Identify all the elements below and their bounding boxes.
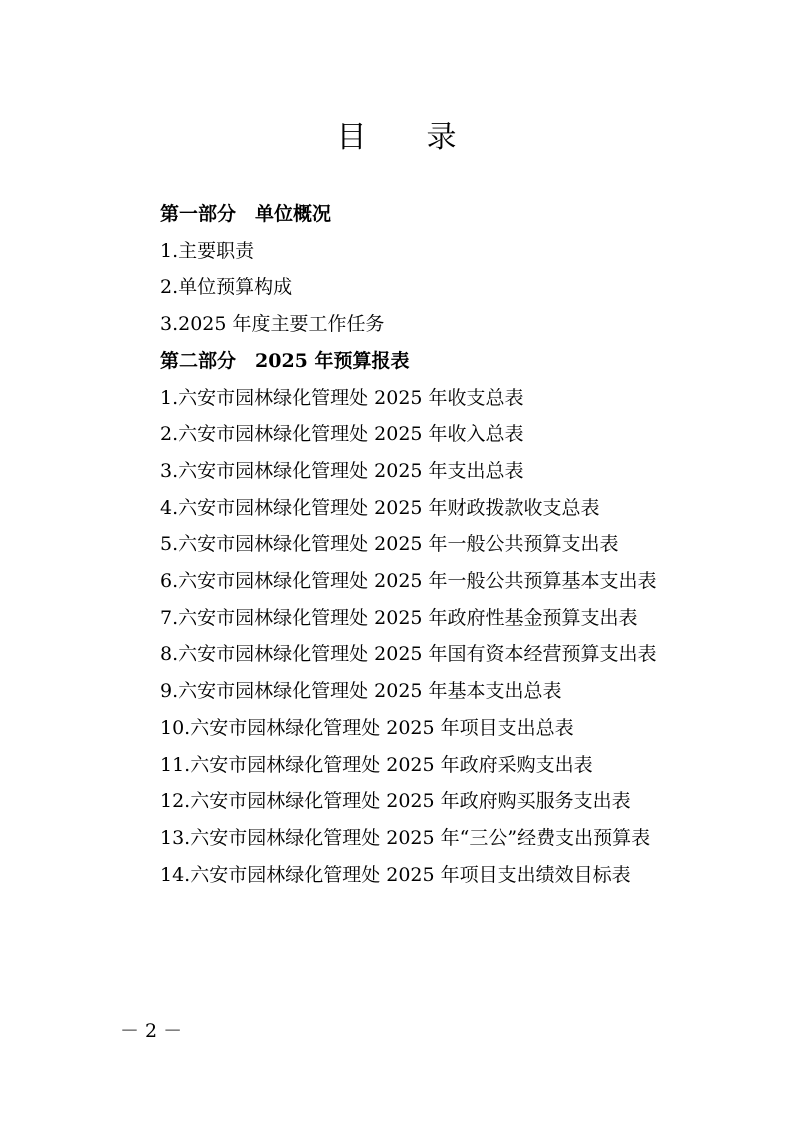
toc-item: 13.六安市园林绿化管理处 2025 年“三公”经费支出预算表 — [160, 826, 651, 849]
toc-item: 1.主要职责 — [160, 239, 255, 262]
page-title: 目 录 — [336, 120, 457, 155]
toc-item: 9.六安市园林绿化管理处 2025 年基本支出总表 — [160, 680, 562, 703]
toc-item: 2.六安市园林绿化管理处 2025 年收入总表 — [160, 423, 524, 446]
toc-item: 4.六安市园林绿化管理处 2025 年财政拨款收支总表 — [160, 496, 600, 519]
toc-item: 1.六安市园林绿化管理处 2025 年收支总表 — [160, 386, 524, 409]
toc-item: 6.六安市园林绿化管理处 2025 年一般公共预算基本支出表 — [160, 570, 657, 593]
page-number: － 2 － — [120, 1020, 183, 1042]
toc-heading-part-two: 第二部分 2025 年预算报表 — [160, 349, 410, 372]
toc-item: 8.六安市园林绿化管理处 2025 年国有资本经营预算支出表 — [160, 643, 657, 666]
table-of-contents — [120, 196, 676, 893]
toc-item: 3.六安市园林绿化管理处 2025 年支出总表 — [160, 459, 524, 482]
toc-item: 12.六安市园林绿化管理处 2025 年政府购买服务支出表 — [160, 790, 631, 813]
toc-heading-part-one: 第一部分 单位概况 — [160, 203, 332, 225]
toc-item: 11.六安市园林绿化管理处 2025 年政府采购支出表 — [160, 753, 593, 776]
toc-item: 2.单位预算构成 — [160, 276, 293, 299]
toc-item: 10.六安市园林绿化管理处 2025 年项目支出总表 — [160, 716, 574, 739]
toc-item: 7.六安市园林绿化管理处 2025 年政府性基金预算支出表 — [160, 606, 638, 629]
toc-item: 3.2025 年度主要工作任务 — [160, 313, 385, 336]
toc-item: 14.六安市园林绿化管理处 2025 年项目支出绩效目标表 — [160, 863, 631, 886]
toc-item: 5.六安市园林绿化管理处 2025 年一般公共预算支出表 — [160, 533, 619, 556]
